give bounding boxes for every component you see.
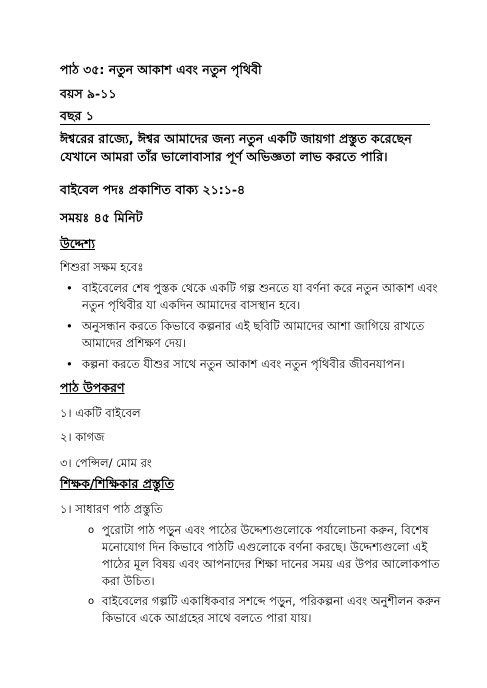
lesson-thesis: ঈশ্বরের রাজ্যে, ঈশ্বর আমাদের জন্য নতুন একটি জায়গা প্রস্তুত করেছেন যেখানে আমরা তাঁর ভালোবাসার পূর্ণ অভিজ্ঞতা লাভ করতে পারি। (60, 131, 412, 164)
list-item (60, 318, 447, 352)
objectives-list (60, 280, 447, 377)
prep-text: বাইবেলের গল্পটি একাধিকবার সশব্দে পড়ুন, পরিকল্পনা এবং অনুশীলন করুন কিভাবে একে আগ্রহের সাথে বলতে পারা যায়। (102, 594, 441, 625)
list-item (60, 522, 457, 590)
bullet-marker: • (66, 357, 73, 371)
teacher-prep-list (60, 522, 457, 630)
objective-text: বাইবেলের শেষ পুস্তক থেকে একটি গল্প শুনতে যা বর্ণনা করে নতুন আকাশ এবং নতুন পৃথিবীর যা একদিন আমাদের বাসস্থান হবে। (82, 281, 438, 312)
list-item (60, 356, 447, 373)
material-item: ১। একটি বাইবেল (60, 406, 141, 420)
bullet-marker: • (66, 281, 73, 295)
teacher-prep-heading: শিক্ষক/শিক্ষিকার প্রস্তুতি (60, 476, 174, 491)
teacher-prep-intro: ১। সাধারণ পাঠ প্রস্তুতি (60, 502, 163, 516)
materials-heading: পাঠ উপকরণ (60, 380, 125, 395)
prep-text: পুরোটা পাঠ পড়ুন এবং পাঠের উদ্দেশ্যগুলোকে পর্যালোচনা করুন, বিশেষ মনোযোগ দিন কিভাবে পাঠটি এগুলোকে বর্ণনা করছে। উদ্দেশ্যগুলো এই পাঠের মূল বিষয় এবং আপনাদের শিক্ষা দানের সময় এর উপর আলোকপাত করা উচিত। (102, 523, 440, 588)
list-item (60, 593, 457, 627)
age-range: বয়স ৯-১১ (60, 86, 117, 101)
divider-line (60, 124, 430, 125)
bible-verse: বাইবেল পদঃ প্রকাশিত বাক্য ২১:১-৪ (60, 182, 246, 197)
bullet-marker: • (66, 319, 73, 333)
objectives-heading: উদ্দেশ্য (60, 236, 96, 251)
lesson-title: পাঠ ৩৫: নতুন আকাশ এবং নতুন পৃথিবী (60, 62, 262, 77)
objective-text: কল্পনা করতে যীশুর সাথে নতুন আকাশ এবং নতুন পৃথিবীর জীবনযাপন। (82, 357, 405, 371)
sub-bullet-marker: o (88, 596, 95, 607)
year-label: বছর ১ (60, 108, 94, 123)
objective-text: অনুসন্ধান করতে কিভাবে কল্পনার এই ছবিটি আমাদের আশা জাগিয়ে রাখতে আমাদের প্রশিক্ষণ দেয়। (82, 319, 425, 350)
material-item: ২। কাগজ (60, 430, 105, 444)
material-item: ৩। পেন্সিল/ মোম রং (60, 456, 152, 470)
lesson-time: সময়ঃ ৪৫ মিনিট (60, 210, 143, 225)
sub-bullet-marker: o (88, 525, 95, 536)
list-item (60, 280, 447, 314)
objectives-intro: শিশুরা সক্ষম হবেঃ (60, 260, 144, 274)
